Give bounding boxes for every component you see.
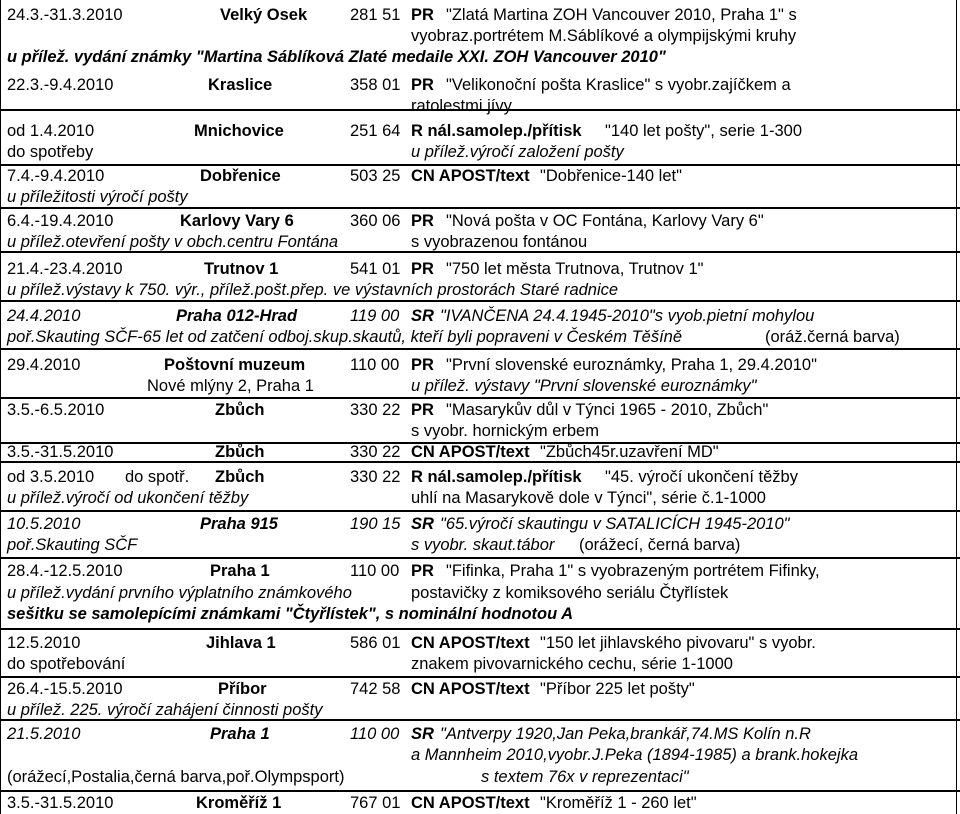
- entry-postcode: 281 51: [350, 6, 401, 24]
- entry-place: Velký Osek: [220, 6, 308, 24]
- entry-text: "65.výročí skautingu v SATALICÍCH 1945-2010": [440, 515, 790, 533]
- entry-type: CN APOST/text: [411, 167, 530, 185]
- entry-type: R nál.samolep./přítisk: [411, 122, 582, 140]
- entry-text: s vyobr. skaut.tábor: [411, 536, 555, 554]
- entry-postcode: 503 25: [350, 167, 401, 185]
- entry-text: znakem pivovarnického cechu, série 1-1000: [411, 655, 733, 673]
- entry-place: Dobřenice: [200, 167, 281, 185]
- entry-date: 3.5.-6.5.2010: [7, 401, 105, 419]
- entry-text-tail: (orážecí, černá barva): [579, 536, 741, 554]
- entry-note: u příležitosti výročí pošty: [7, 188, 188, 206]
- entry-note-tail: (oráž.černá barva): [765, 328, 900, 346]
- entry-place: Praha 915: [200, 515, 278, 533]
- entry-date: 24.4.2010: [7, 307, 81, 325]
- grid-left-border: [0, 0, 1, 814]
- entry-note: u přílež. výstavy "První slovenské euroznámky": [411, 377, 757, 395]
- entry-date: 7.4.-9.4.2010: [7, 167, 105, 185]
- entry-text: "Fifinka, Praha 1" s vyobrazeným portrétem Fifinky,: [446, 562, 820, 580]
- entry-type: PR: [411, 6, 434, 24]
- entry-date: 6.4.-19.4.2010: [7, 212, 114, 230]
- entry-date-note: do spotř.: [125, 468, 190, 486]
- entry-text: "45. výročí ukončení těžby: [605, 468, 798, 486]
- entry-postcode: 742 58: [350, 680, 401, 698]
- entry-place-address: Nové mlýny 2, Praha 1: [147, 377, 314, 395]
- entry-date: od 1.4.2010: [7, 122, 95, 140]
- entry-text: "Nová pošta v OC Fontána, Karlovy Vary 6": [446, 212, 764, 230]
- entry-place: Praha 012-Hrad: [176, 307, 298, 325]
- entry-postcode: 586 01: [350, 634, 401, 652]
- entry-type: PR: [411, 212, 434, 230]
- entry-type: CN APOST/text: [411, 443, 530, 461]
- entry-date: 3.5.-31.5.2010: [7, 443, 114, 461]
- entry-text: "Zbůch45r.uzavření MD": [540, 443, 719, 461]
- entry-note: u přílež.otevření pošty v obch.centru Fontána: [7, 233, 339, 251]
- entry-text: "Velikonoční pošta Kraslice" s vyobr.zajíčkem a: [446, 76, 791, 94]
- entry-type: R nál.samolep./přítisk: [411, 468, 582, 486]
- entry-postcode: 541 01: [350, 260, 401, 278]
- entry-text: "První slovenské euroznámky, Praha 1, 29.4.2010": [446, 356, 817, 374]
- entry-postcode: 360 06: [350, 212, 401, 230]
- entry-type: SR: [411, 725, 434, 743]
- entry-postcode: 190 15: [350, 515, 401, 533]
- entry-text: "IVANČENA 24.4.1945-2010"s vyob.pietní mohylou: [440, 307, 815, 325]
- entry-text: "Příbor 225 let pošty": [540, 680, 695, 698]
- entry-date: 22.3.-9.4.2010: [7, 76, 114, 94]
- entry-type: CN APOST/text: [411, 634, 530, 652]
- entry-place: Karlovy Vary 6: [180, 212, 294, 230]
- entry-note: u přílež.výročí založení pošty: [411, 143, 624, 161]
- separator: [0, 348, 960, 350]
- entry-place: Kroměříž 1: [196, 794, 282, 812]
- entry-date: 26.4.-15.5.2010: [7, 680, 123, 698]
- entry-note: u přílež. 225. výročí zahájení činnosti pošty: [7, 701, 323, 719]
- separator: [0, 557, 960, 559]
- entry-postcode: 330 22: [350, 468, 401, 486]
- entry-place: Jihlava 1: [206, 634, 276, 652]
- entry-note: poř.Skauting SČF: [7, 536, 138, 554]
- entry-postcode: 110 00: [350, 562, 400, 580]
- entry-postcode: 330 22: [350, 401, 401, 419]
- entry-postcode: 767 01: [350, 794, 401, 812]
- separator: [0, 628, 960, 630]
- entry-date: 10.5.2010: [7, 515, 81, 533]
- entry-text: uhlí na Masarykově dole v Týnci", série č.1-1000: [411, 489, 766, 507]
- entry-note: u přílež. vydání známky "Martina Sáblíková Zlaté medaile XXI. ZOH Vancouver 2010": [7, 48, 666, 66]
- entry-date: od 3.5.2010: [7, 468, 95, 486]
- entry-postcode: 251 64: [350, 122, 401, 140]
- entry-postcode: 119 00: [350, 307, 400, 325]
- entry-type: PR: [411, 76, 434, 94]
- entry-text: "Zlatá Martina ZOH Vancouver 2010, Praha 1" s: [446, 6, 797, 24]
- entry-type: SR: [411, 307, 434, 325]
- entry-text: postavičky z komiksového seriálu Čtyřlístek: [411, 584, 729, 602]
- entry-type: PR: [411, 260, 434, 278]
- entry-text: "Antverpy 1920,Jan Peka,brankář,74.MS Kolín n.R: [440, 725, 811, 743]
- entry-postcode: 110 00: [350, 356, 400, 374]
- entry-date: 29.4.2010: [7, 356, 81, 374]
- entry-note: u přílež.vydání prvního výplatního známkového: [7, 584, 352, 602]
- entry-text: "Dobřenice-140 let": [540, 167, 682, 185]
- separator: [0, 397, 960, 399]
- entry-note: poř.Skauting SČF-65 let od zatčení odboj.skup.skautů, kteří byli popraveni v Českém Těšíně: [7, 328, 683, 346]
- entry-date: 21.4.-23.4.2010: [7, 260, 123, 278]
- entry-text: "750 let města Trutnova, Trutnov 1": [446, 260, 704, 278]
- entry-type: PR: [411, 401, 434, 419]
- entry-place: Poštovní muzeum: [164, 356, 306, 374]
- entry-text: "140 let pošty", serie 1-300: [605, 122, 802, 140]
- entry-text: s vyobr. hornickým erbem: [411, 422, 599, 440]
- entry-place: Zbůch: [215, 401, 265, 419]
- entry-date-note: do spotřebování: [7, 655, 126, 673]
- entry-place: Příbor: [218, 680, 267, 698]
- entry-note: (orážecí,Postalia,černá barva,poř.Olympsport): [7, 768, 345, 786]
- entry-text: "Kroměříž 1 - 260 let": [540, 794, 697, 812]
- entry-text: s textem 76x v reprezentaci": [481, 768, 689, 786]
- entry-place: Zbůch: [215, 443, 265, 461]
- entry-type: CN APOST/text: [411, 794, 530, 812]
- entry-text: "150 let jihlavského pivovaru" s vyobr.: [540, 634, 816, 652]
- entry-date: 12.5.2010: [7, 634, 81, 652]
- entry-type: PR: [411, 562, 434, 580]
- entry-date: 24.3.-31.3.2010: [7, 6, 123, 24]
- entry-place: Praha 1: [210, 562, 270, 580]
- entry-postcode: 330 22: [350, 443, 401, 461]
- entry-note: u přílež.výročí od ukončení těžby: [7, 489, 249, 507]
- entry-place: Mnichovice: [194, 122, 284, 140]
- entry-date: 3.5.-31.5.2010: [7, 794, 114, 812]
- entry-note: sešitku se samolepícími známkami "Čtyřlístek", s nominální hodnotou A: [7, 605, 574, 623]
- entry-type: SR: [411, 515, 434, 533]
- entry-text: a Mannheim 2010,vyobr.J.Peka (1894-1985) a brank.hokejka: [411, 746, 858, 764]
- entry-text: vyobraz.portrétem M.Sáblíkové a olympijskými kruhy: [411, 27, 797, 45]
- entry-type: CN APOST/text: [411, 680, 530, 698]
- separator: [0, 676, 960, 678]
- separator: [0, 790, 960, 792]
- grid-right-border: [956, 0, 957, 814]
- entry-place: Trutnov 1: [204, 260, 279, 278]
- entry-place: Zbůch: [215, 468, 265, 486]
- entry-date: 28.4.-12.5.2010: [7, 562, 123, 580]
- entry-text: ratolestmi jívy: [411, 97, 512, 115]
- entry-text: "Masarykův důl v Týnci 1965 - 2010, Zbůch": [446, 401, 769, 419]
- entry-date: 21.5.2010: [7, 725, 81, 743]
- separator: [0, 510, 960, 512]
- entry-place: Kraslice: [208, 76, 273, 94]
- entry-place: Praha 1: [210, 725, 270, 743]
- entry-text: s vyobrazenou fontánou: [411, 233, 588, 251]
- entry-note: u přílež.výstavy k 750. výr., přílež.pošt.přep. ve výstavních prostorách Staré radnice: [7, 281, 619, 299]
- entry-type: PR: [411, 356, 434, 374]
- entry-postcode: 358 01: [350, 76, 401, 94]
- entry-date-note: do spotřeby: [7, 143, 94, 161]
- entry-postcode: 110 00: [350, 725, 400, 743]
